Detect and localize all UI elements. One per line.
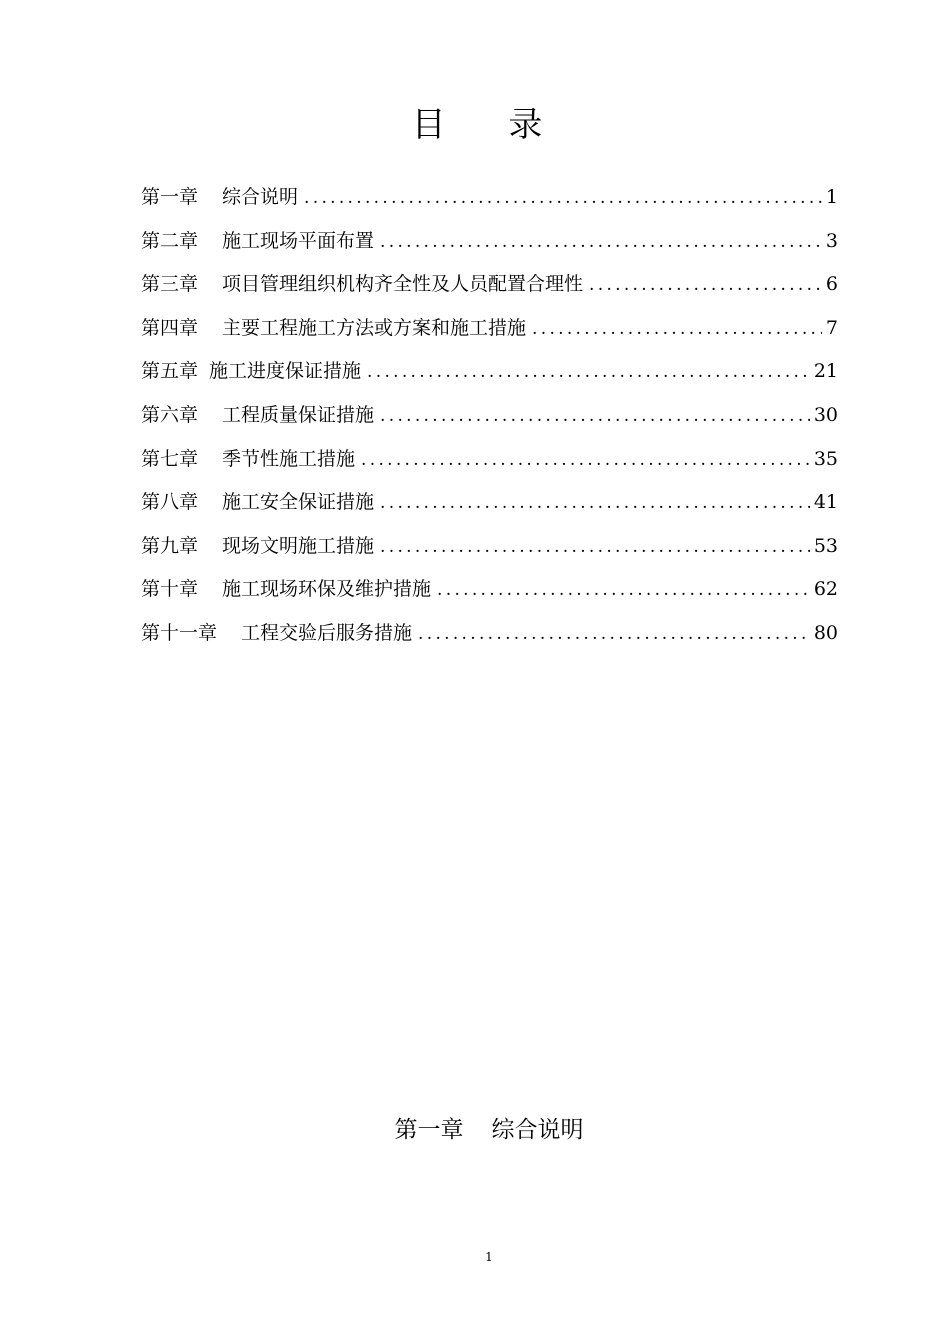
toc-entry-heading: 项目管理组织机构齐全性及人员配置合理性 (222, 273, 584, 296)
toc-entry-leader-dots (380, 526, 810, 570)
toc-entry[interactable] (141, 394, 838, 438)
toc-entry-chapter: 第二章 (141, 229, 199, 252)
toc-entry-page-number: 21 (813, 360, 838, 383)
toc-entry-chapter: 第九章 (141, 534, 199, 557)
toc-entry-heading: 季节性施工措施 (222, 447, 356, 470)
toc-entry-heading: 施工现场平面布置 (222, 229, 375, 252)
toc-entry[interactable] (141, 307, 838, 351)
toc-entry[interactable] (141, 176, 838, 220)
table-of-contents (141, 176, 838, 656)
toc-entry-leader-dots (532, 308, 822, 352)
toc-entry[interactable] (141, 568, 838, 612)
toc-entry[interactable] (141, 438, 838, 482)
toc-entry[interactable] (141, 525, 838, 569)
toc-entry-chapter: 第七章 (141, 447, 199, 470)
toc-entry[interactable] (141, 612, 838, 656)
chapter-heading (0, 1112, 950, 1148)
toc-entry-heading: 施工进度保证措施 (209, 360, 362, 383)
toc-entry-leader-dots (361, 439, 810, 483)
page-number: 1 (485, 1250, 493, 1264)
toc-entry-leader-dots (380, 221, 822, 265)
toc-entry-chapter: 第五章 (141, 360, 199, 383)
toc-entry-page-number: 80 (813, 621, 838, 644)
toc-entry-chapter: 第一章 (141, 186, 199, 208)
toc-entry[interactable] (141, 350, 838, 394)
toc-entry-heading: 主要工程施工方法或方案和施工措施 (222, 316, 527, 339)
toc-entry-leader-dots (589, 264, 822, 308)
toc-entry-page-number: 62 (813, 578, 838, 601)
toc-entry[interactable] (141, 481, 838, 525)
toc-entry-heading: 工程交验后服务措施 (241, 621, 413, 644)
toc-entry-leader-dots (304, 177, 822, 221)
chapter-number: 第一章 (394, 1117, 464, 1143)
toc-entry-leader-dots (380, 395, 810, 439)
toc-entry-chapter: 第十一章 (141, 621, 218, 644)
toc-title: 目 录 (411, 105, 569, 145)
toc-entry-page-number: 41 (813, 491, 838, 514)
toc-entry-page-number: 30 (813, 403, 838, 426)
toc-entry-heading: 现场文明施工措施 (222, 534, 375, 557)
toc-entry-heading: 施工现场环保及维护措施 (222, 578, 432, 601)
toc-entry-page-number: 3 (825, 229, 838, 252)
toc-entry-leader-dots (380, 482, 810, 526)
toc-entry-heading: 施工安全保证措施 (222, 491, 375, 514)
toc-entry-page-number: 6 (825, 273, 838, 296)
toc-entry-leader-dots (367, 351, 810, 395)
toc-entry-page-number: 53 (813, 534, 838, 557)
toc-entry-chapter: 第三章 (141, 273, 199, 296)
toc-entry-leader-dots (437, 569, 810, 613)
toc-entry-heading: 工程质量保证措施 (222, 403, 375, 426)
toc-entry[interactable] (141, 263, 838, 307)
toc-entry-chapter: 第十章 (141, 578, 199, 601)
toc-entry[interactable] (141, 220, 838, 264)
toc-entry-leader-dots (418, 613, 810, 657)
toc-entry-page-number: 7 (825, 316, 838, 339)
toc-entry-chapter: 第四章 (141, 316, 199, 339)
chapter-title: 综合说明 (491, 1117, 584, 1143)
toc-entry-page-number: 1 (825, 186, 838, 208)
toc-entry-page-number: 35 (813, 447, 838, 470)
toc-entry-chapter: 第六章 (141, 403, 199, 426)
toc-entry-heading: 综合说明 (222, 186, 299, 208)
toc-entry-chapter: 第八章 (141, 491, 199, 514)
